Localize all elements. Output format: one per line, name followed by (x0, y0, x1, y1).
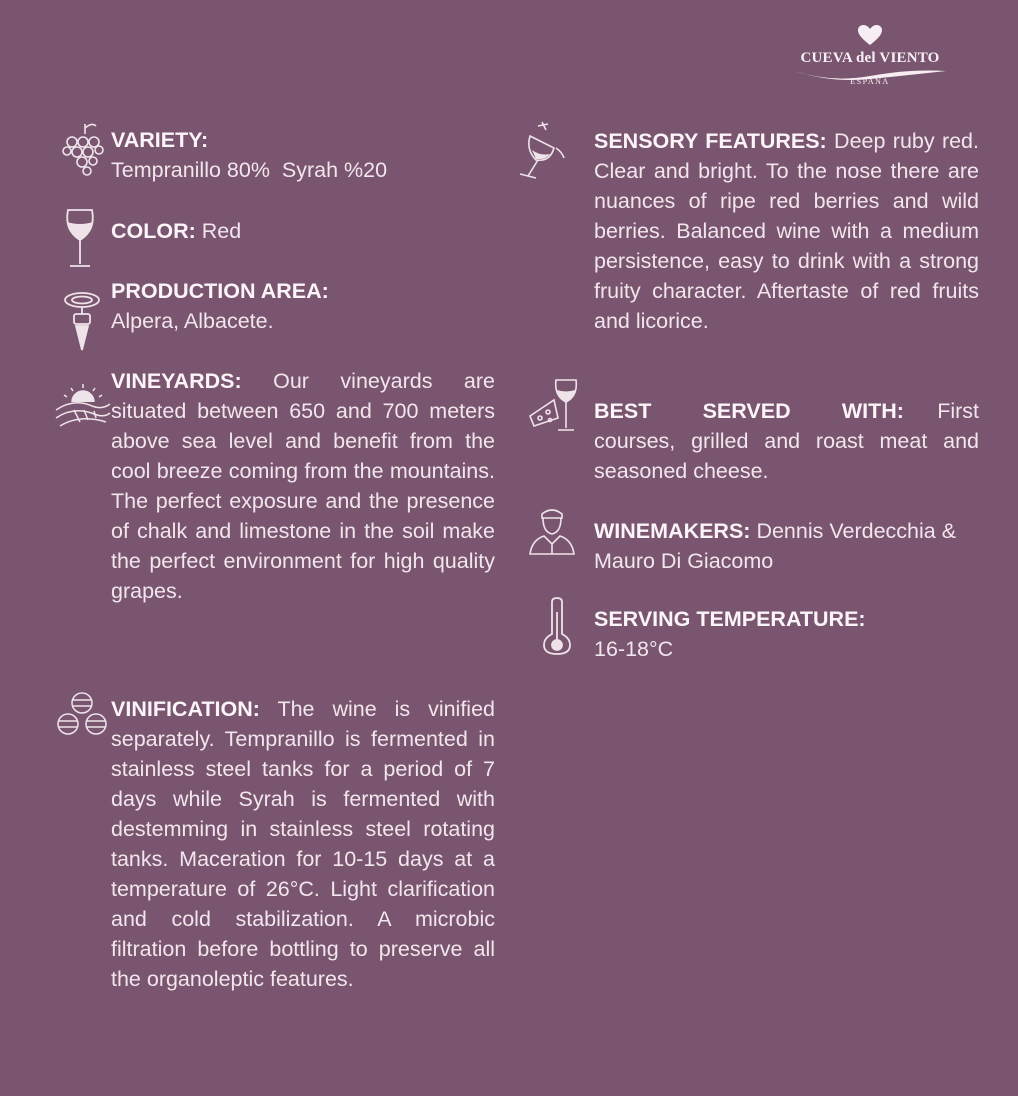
barrels-icon (54, 690, 110, 740)
variety-label: VARIETY: (111, 128, 209, 152)
winemakers-value: Dennis Verdecchia & Mauro Di Giacomo (594, 519, 957, 573)
best-served-value: First courses, grilled and roast meat and seasoned cheese. (594, 399, 979, 483)
heart-icon (857, 24, 883, 46)
sensory-label: SENSORY FEATURES: (594, 129, 827, 153)
sunrise-hills-icon (54, 380, 112, 430)
vinification-value: The wine is vinified separately. Tempranillo is fermented in stainless steel tanks for a period of 7 days while Syrah is fermented with destemming in stainless steel rotating tanks. Maceration for 10-15 days at a temperature of 26°C. Light clarification and cold stabilization. A microbic filtration before bottling to preserve all the organoleptic features. (111, 697, 495, 991)
sensory-value: Deep ruby red. Clear and bright. To the nose there are nuances of ripe red berries and wild berries. Balanced wine with a medium persistence, easy to drink with a strong fruity character. Aftertaste of red fruits and licorice. (594, 129, 979, 333)
vinification-label: VINIFICATION: (111, 697, 260, 721)
serving-temperature-value: 16-18°C (594, 637, 674, 661)
brand-logo (790, 24, 950, 86)
winemakers-label: WINEMAKERS: (594, 519, 751, 543)
brand-name: CUEVA del VIENTO (800, 50, 940, 66)
wine-glass-icon (62, 206, 98, 270)
thermometer-icon (540, 596, 574, 656)
vineyards-label: VINEYARDS: (111, 369, 242, 393)
production-area-label: PRODUCTION AREA: (111, 279, 329, 303)
cheese-glass-icon (528, 376, 580, 434)
corkscrew-icon (62, 290, 102, 352)
tasting-glass-icon (516, 118, 572, 182)
brand-country: ESPAÑA (850, 77, 890, 86)
grapes-icon (62, 120, 108, 178)
production-area-value: Alpera, Albacete. (111, 309, 274, 333)
color-value: Red (195, 219, 242, 243)
vineyards-value: Our vineyards are situated between 650 and 700 meters above sea level and benefit from the cool breeze coming from the mountains. The perfect exposure and the presence of chalk and limestone in the soil make the perfect environment for high quality grapes. (111, 369, 495, 603)
best-served-label: BEST SERVED WITH: (594, 399, 904, 423)
winemaker-icon (526, 504, 578, 556)
color-label: COLOR: (111, 219, 196, 243)
serving-temperature-label: SERVING TEMPERATURE: (594, 607, 866, 631)
variety-value: Tempranillo 80% Syrah %20 (111, 158, 388, 182)
